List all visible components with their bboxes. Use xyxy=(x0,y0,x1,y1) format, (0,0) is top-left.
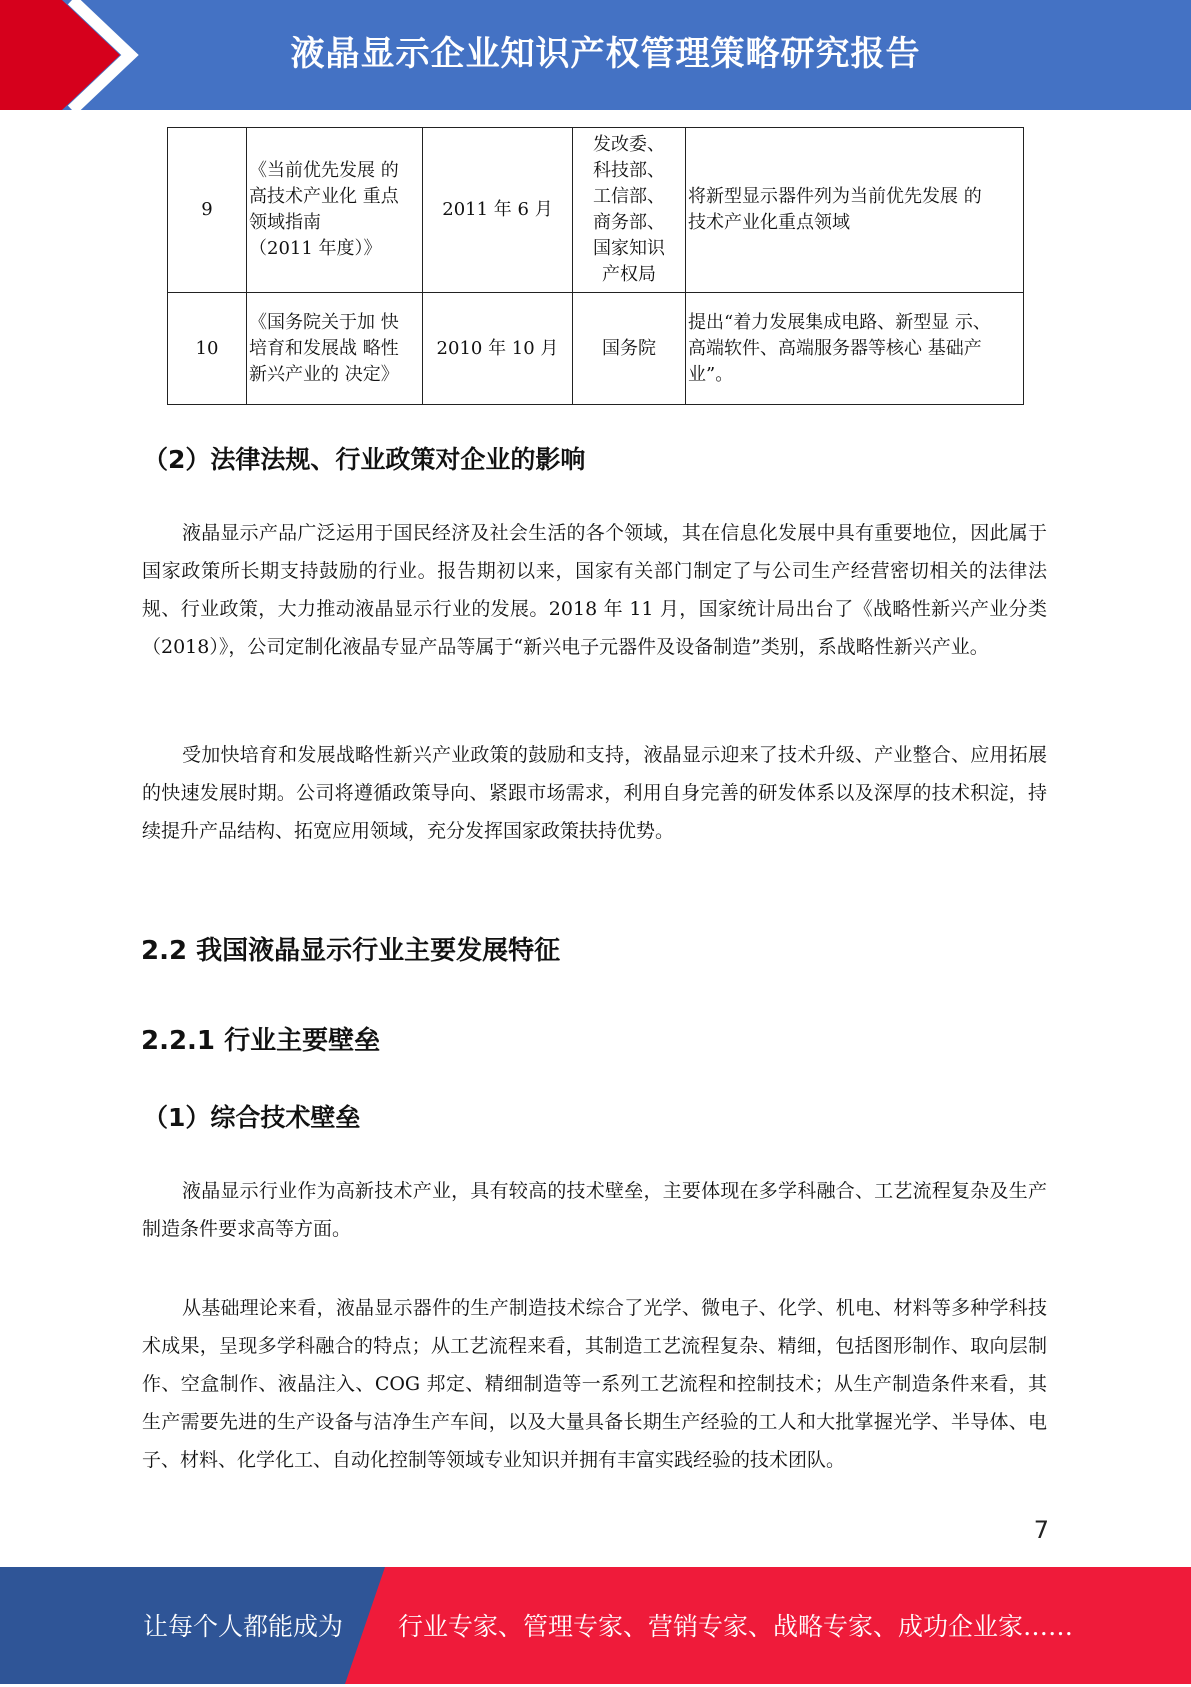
paragraph-tech-barrier-1: 液晶显示行业作为高新技术产业，具有较高的技术壁垒，主要体现在多学科融合、工艺流程复杂及生产制造条件要求高等方面。 xyxy=(142,1180,1047,1240)
table-row xyxy=(168,128,1024,293)
header-banner xyxy=(0,0,1191,110)
policy-name: 《当前优先发展 的 高技术产业化 重点 领域指南 （2011 年度）》 xyxy=(247,128,423,293)
paragraph-tech-barrier-2: 从基础理论来看，液晶显示器件的生产制造技术综合了光学、微电子、化学、机电、材料等多种学科技术成果，呈现多学科融合的特点；从工艺流程来看，其制造工艺流程复杂、精细，包括图形制作、取向层制作、空盒制作、液晶注入、COG 邦定、精细制造等一系列工艺流程和控制技术；从生产制造条件来看，其生产需要先进的生产设备与洁净生产车间，以及大量具备长期生产经验的工人和大批掌握光学、半导体、电子、材料、化学化工、自动化控制等领域专业知识并拥有丰富实践经验的技术团队。 xyxy=(142,1297,1047,1471)
policy-description: 提出“着力发展集成电路、新型显 示、 高端软件、高端服务器等核心 基础产 业”。 xyxy=(686,293,1024,405)
issue-date: 2011 年 6 月 xyxy=(423,128,573,293)
section-heading-2-2: 2.2 我国液晶显示行业主要发展特征 xyxy=(141,936,561,966)
policy-table xyxy=(167,127,1024,405)
report-title: 液晶显示企业知识产权管理策略研究报告 xyxy=(290,34,921,74)
footer-banner xyxy=(0,1567,1191,1684)
issuing-department: 发改委、 科技部、 工信部、 商务部、 国家知识 产权局 xyxy=(573,128,686,293)
row-number: 10 xyxy=(168,293,247,405)
table-row xyxy=(168,293,1024,405)
section-heading-2-2-1: 2.2.1 行业主要壁垒 xyxy=(141,1026,381,1056)
policy-description: 将新型显示器件列为当前优先发展 的 技术产业化重点领域 xyxy=(686,128,1024,293)
footer-slogan-right: 行业专家、管理专家、营销专家、战略专家、成功企业家…… xyxy=(398,1612,1074,1641)
paragraph-law-impact-1: 液晶显示产品广泛运用于国民经济及社会生活的各个领域，其在信息化发展中具有重要地位，因此属于国家政策所长期支持鼓励的行业。报告期初以来，国家有关部门制定了与公司生产经营密切相关的法律法规、行业政策，大力推动液晶显示行业的发展。2018 年 11 月，国家统计局出台了《战略性新兴产业分类（2018）》，公司定制化液晶专显产品等属于“新兴电子元器件及设备制造”类别，系战略性新兴产业。 xyxy=(142,522,1047,658)
issuing-department: 国务院 xyxy=(573,293,686,405)
section-heading-law-impact: （2）法律法规、行业政策对企业的影响 xyxy=(143,445,586,474)
footer-slogan-left: 让每个人都能成为 xyxy=(143,1612,344,1641)
section-heading-tech-barrier: （1）综合技术壁垒 xyxy=(143,1103,361,1132)
page-number: 7 xyxy=(1033,1516,1049,1544)
policy-name: 《国务院关于加 快 培育和发展战 略性 新兴产业的 决定》 xyxy=(247,293,423,405)
issue-date: 2010 年 10 月 xyxy=(423,293,573,405)
paragraph-law-impact-2: 受加快培育和发展战略性新兴产业政策的鼓励和支持，液晶显示迎来了技术升级、产业整合、应用拓展的快速发展时期。公司将遵循政策导向、紧跟市场需求，利用自身完善的研发体系以及深厚的技术积淀，持续提升产品结构、拓宽应用领域，充分发挥国家政策扶持优势。 xyxy=(142,744,1047,842)
row-number: 9 xyxy=(168,128,247,293)
